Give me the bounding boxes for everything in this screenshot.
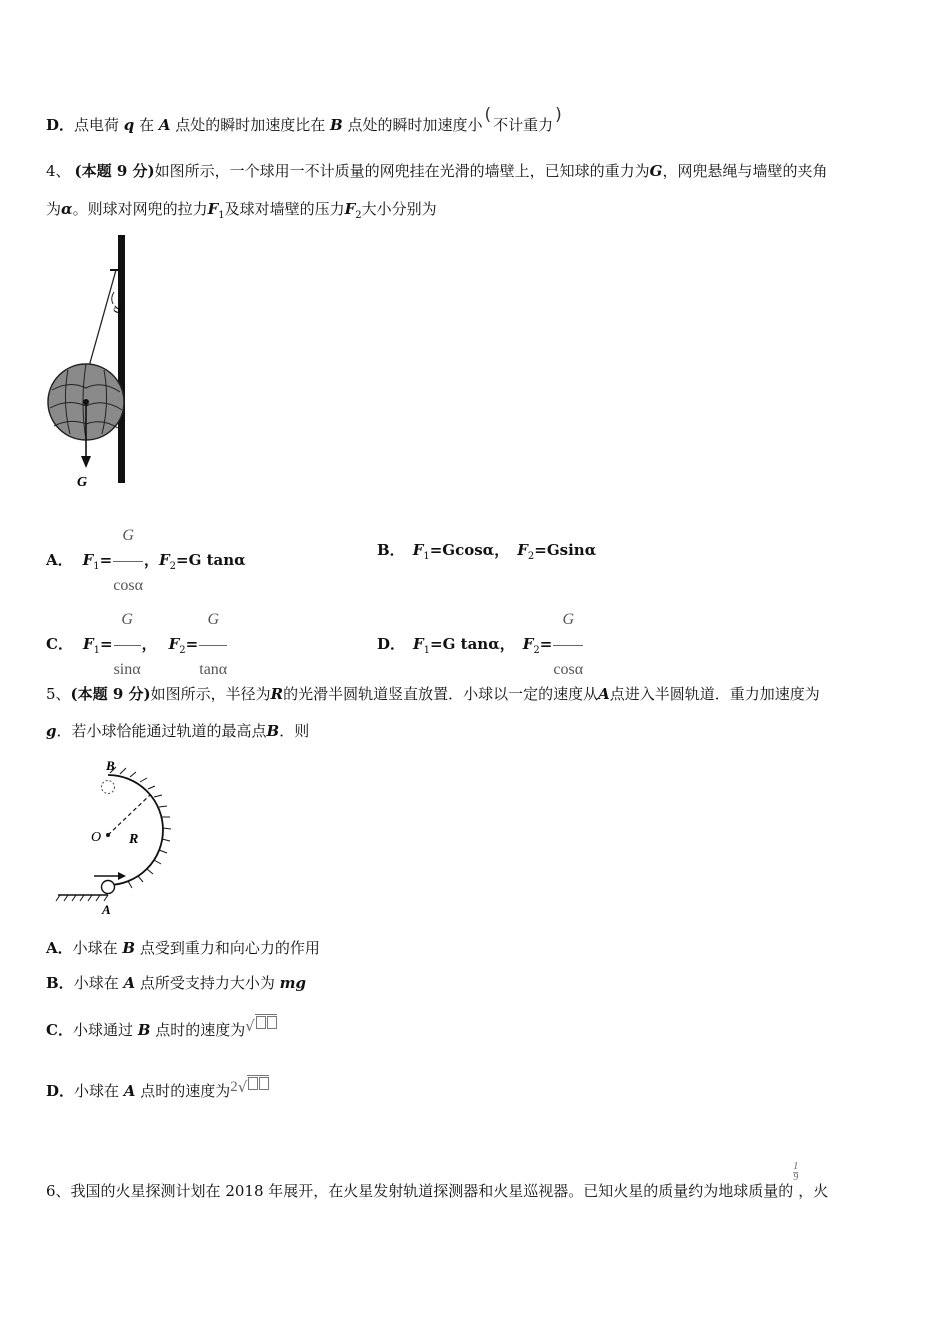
option-label: B． (46, 974, 74, 992)
velocity-arrowhead (118, 872, 126, 880)
fraction: $\frac{G}{\tan\alpha}$ (199, 598, 227, 692)
q4-stem-line2: 为α。则球对网兜的拉力$F_1$及球对墙壁的压力$F_2$大小分别为 (46, 200, 437, 221)
radius-line (108, 795, 150, 835)
q4-option-c: C． $F_1=$ $\frac{G}{\sin\alpha}$ ， $F_2=$ $\frac{G}{\tan\alpha}$ (46, 598, 228, 692)
fraction: $\frac{G}{\sin\alpha}$ (114, 598, 141, 692)
gravity-G-label: G (77, 475, 88, 490)
q5-option-d: D．小球在 A 点时的速度为2√ (46, 1075, 269, 1101)
q5-option-c: C．小球通过 B 点时的速度为√ (46, 1014, 277, 1040)
q4-option-a: A． $F_1=$ $\frac{G}{\cos\alpha}$ ，$F_2=G$ tanα (46, 514, 246, 608)
sqrt-symbol: √ (245, 1017, 255, 1035)
label-A: A (102, 902, 111, 917)
option-label: A． (46, 551, 73, 569)
q5-stem-line1: 5、(本题 9 分)如图所示，半径为R的光滑半圆轨道竖直放置．小球以一定的速度从A点进入半圆轨道．重力加速度为 (46, 685, 820, 703)
option-label: A． (46, 939, 73, 957)
semicircle-track-figure (50, 755, 180, 920)
radicand-placeholder (247, 1075, 269, 1094)
rope (88, 270, 116, 370)
wall (118, 235, 125, 483)
fraction: $\frac{G}{\cos\alpha}$ (113, 514, 143, 608)
angle-alpha-label: α (107, 303, 124, 315)
q5-stem-line2: g．若小球恰能通过轨道的最高点B．则 (46, 722, 310, 740)
ball-at-A (102, 881, 115, 894)
q4-option-d: D． $F_1=G$ tanα， $F_2=$ $\frac{G}{\cos\alpha}$ (377, 598, 584, 692)
option-label: B． (377, 541, 405, 559)
fraction: $\frac{G}{\cos\alpha}$ (553, 598, 583, 692)
label-B: B (106, 758, 115, 773)
ball-at-B (102, 781, 115, 794)
ball-net-wall-figure (40, 230, 140, 495)
radicand-placeholder (255, 1014, 277, 1033)
label-R: R (129, 832, 139, 847)
q3-option-d: D．点电荷 q 在 A 点处的瞬时加速度比在 B 点处的瞬时加速度小 ( 不计重力 ) (46, 105, 562, 134)
label-O: O (91, 830, 102, 845)
sqrt-symbol: √ (237, 1078, 248, 1096)
option-label: C． (46, 635, 73, 653)
q5-option-b: B．小球在 A 点所受支持力大小为 mg (46, 974, 307, 992)
angle-arc (112, 292, 114, 304)
option-label: D． (377, 635, 406, 653)
track-arc (108, 775, 163, 885)
option-label: C． (46, 1021, 73, 1039)
q4-option-b: B． $F_1=Gcos\alpha$， $F_2=Gsin\alpha$ (377, 541, 597, 562)
fraction-one-ninth: $\frac{1}{9}$ (793, 1161, 799, 1183)
ground-hatching (56, 895, 108, 901)
option-label: D． (46, 1082, 75, 1100)
q5-option-a: A．小球在 B 点受到重力和向心力的作用 (46, 939, 320, 957)
q4-stem-line1: 4、 (本题 9 分)如图所示，一个球用一不计质量的网兜挂在光滑的墙壁上，已知球的重力为G，网兜悬绳与墙壁的夹角 (46, 162, 828, 180)
option-label: D． (46, 116, 75, 134)
gravity-arrowhead (81, 456, 91, 468)
q6-stem: 6、我国的火星探测计划在 2018 年展开，在火星发射轨道探测器和火星巡视器。已知火星的质量约为地球质量的 $\frac{1}{9}$ ，火 (46, 1161, 829, 1200)
